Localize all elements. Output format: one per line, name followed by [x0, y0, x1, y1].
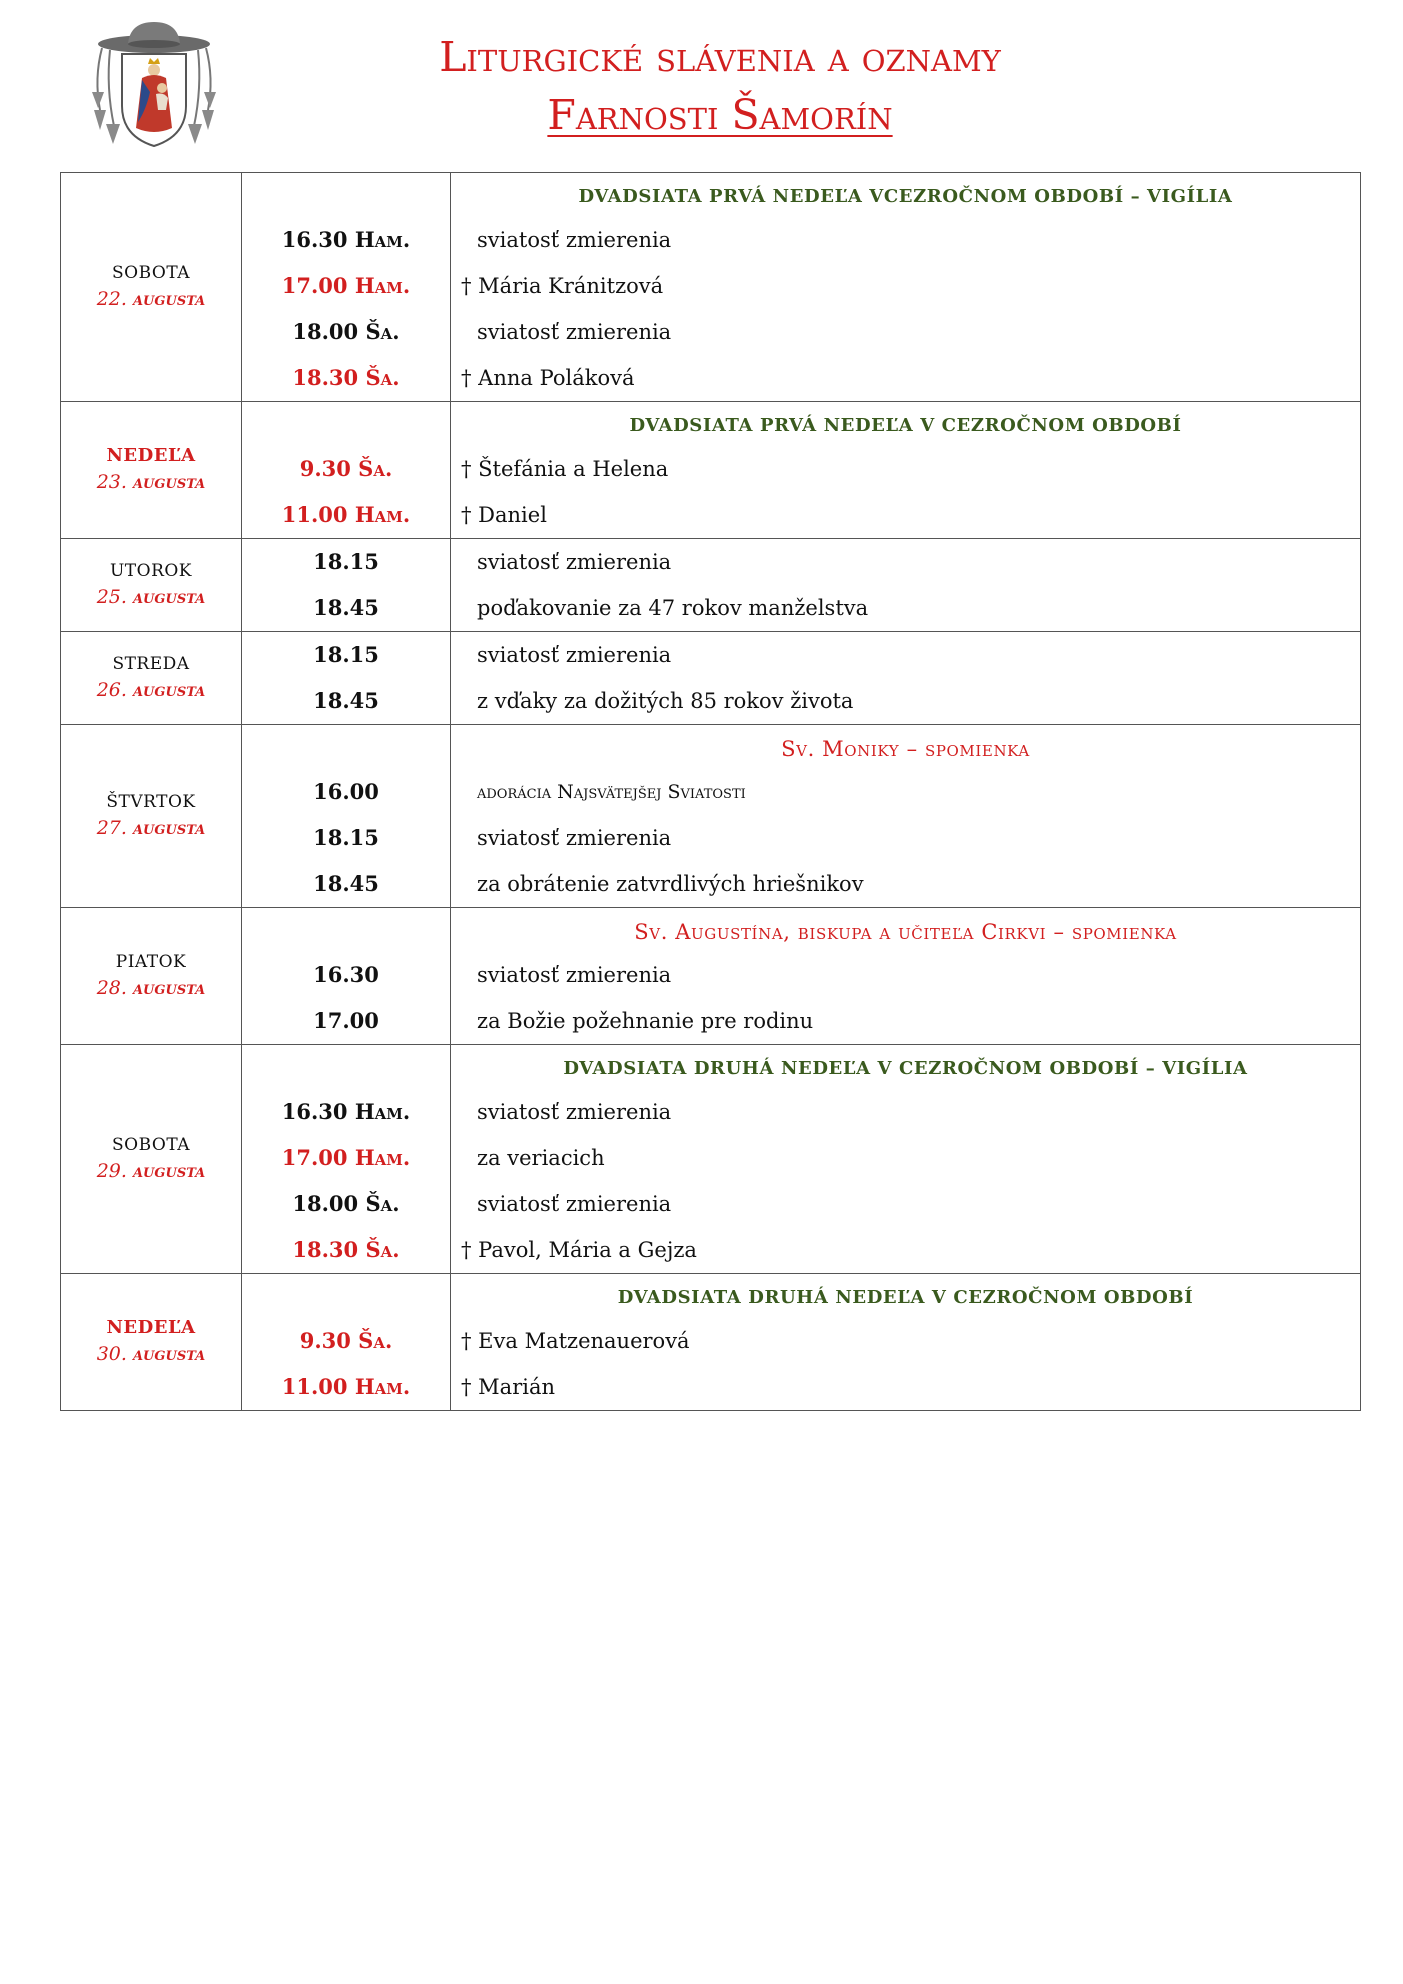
- day-name: STREDA: [112, 653, 190, 674]
- event-entry: za veriacich: [477, 1146, 605, 1170]
- event-entry: † Eva Matzenauerová: [461, 1329, 690, 1353]
- event-entry: sviatosť zmierenia: [477, 963, 672, 987]
- day-name: ŠTVRTOK: [106, 791, 196, 812]
- day-name: UTOROK: [109, 560, 193, 581]
- feast-title: DVADSIATA PRVÁ NEDEĽA VCEZROČNOM OBDOBÍ – VIGÍLIA: [578, 186, 1233, 207]
- day-cell: [61, 725, 242, 908]
- time-entry: 18.15: [313, 642, 379, 667]
- day-date: 29. augusta: [96, 1159, 206, 1182]
- day-name: NEDEĽA: [106, 1316, 196, 1338]
- event-entry: † Marián: [461, 1375, 555, 1399]
- day-name: PIATOK: [115, 951, 187, 972]
- event-cell: [451, 725, 1361, 908]
- time-entry: 17.00 Ham.: [281, 273, 411, 298]
- event-entry: za Božie požehnanie pre rodinu: [477, 1009, 814, 1033]
- time-entry: 18.15: [313, 549, 379, 574]
- event-entry: † Anna Poláková: [461, 366, 635, 390]
- parish-coat-of-arms-icon: [84, 18, 224, 158]
- feast-title: DVADSIATA DRUHÁ NEDEĽA V CEZROČNOM OBDOBÍ: [617, 1287, 1194, 1308]
- time-cell: [242, 539, 451, 632]
- day-name: NEDEĽA: [106, 444, 196, 466]
- time-entry: 17.00 Ham.: [281, 1145, 411, 1170]
- time-cell: [242, 908, 451, 1045]
- day-cell: [61, 632, 242, 725]
- feast-title: DVADSIATA DRUHÁ NEDEĽA V CEZROČNOM OBDOBÍ – VIGÍLIA: [563, 1058, 1248, 1079]
- feast-title: Sv. Moniky – spomienka: [781, 737, 1030, 761]
- day-cell: [61, 1274, 242, 1411]
- schedule-row: [61, 725, 1361, 908]
- time-cell: [242, 402, 451, 539]
- event-entry: sviatosť zmierenia: [477, 826, 672, 850]
- event-entry: † Daniel: [461, 503, 547, 527]
- time-cell: [242, 725, 451, 908]
- day-date: 30. augusta: [96, 1342, 206, 1365]
- time-entry: 16.00: [313, 779, 379, 804]
- schedule-row: [61, 1274, 1361, 1411]
- event-cell: [451, 1274, 1361, 1411]
- event-cell: [451, 632, 1361, 725]
- time-cell: [242, 1045, 451, 1274]
- time-entry: 11.00 Ham.: [281, 1374, 411, 1399]
- day-cell: [61, 908, 242, 1045]
- event-cell: [451, 402, 1361, 539]
- event-entry: adorácia Najsvätejšej Sviatosti: [477, 781, 746, 803]
- event-entry: † Štefánia a Helena: [461, 457, 669, 481]
- time-entry: 18.45: [313, 688, 379, 713]
- day-date: 27. augusta: [96, 816, 206, 839]
- time-entry: 16.30: [313, 962, 379, 987]
- day-cell: [61, 402, 242, 539]
- time-entry: 18.30 Ša.: [292, 365, 400, 390]
- day-date: 25. augusta: [96, 585, 206, 608]
- title-line-2: Farnosti Šamorín: [547, 91, 893, 139]
- time-entry: 9.30 Ša.: [299, 456, 393, 481]
- day-cell: [61, 173, 242, 402]
- event-entry: sviatosť zmierenia: [477, 228, 672, 252]
- day-cell: [61, 1045, 242, 1274]
- time-entry: 18.30 Ša.: [292, 1237, 400, 1262]
- event-entry: sviatosť zmierenia: [477, 1100, 672, 1124]
- time-entry: 18.00 Ša.: [292, 319, 400, 344]
- time-entry: 11.00 Ham.: [281, 502, 411, 527]
- time-entry: 16.30 Ham.: [281, 227, 411, 252]
- event-cell: [451, 1045, 1361, 1274]
- day-date: 23. augusta: [96, 470, 206, 493]
- event-cell: [451, 539, 1361, 632]
- time-entry: 18.45: [313, 595, 379, 620]
- day-date: 26. augusta: [96, 678, 206, 701]
- time-entry: 18.15: [313, 825, 379, 850]
- day-name: SOBOTA: [111, 262, 190, 283]
- event-entry: z vďaky za dožitých 85 rokov života: [477, 689, 854, 713]
- event-entry: sviatosť zmierenia: [477, 320, 672, 344]
- event-entry: za obrátenie zatvrdlivých hriešnikov: [477, 872, 864, 896]
- schedule-row: [61, 908, 1361, 1045]
- event-entry: † Mária Kránitzová: [461, 274, 664, 298]
- day-date: 28. augusta: [96, 976, 206, 999]
- schedule-row: [61, 173, 1361, 402]
- schedule-row: [61, 1045, 1361, 1274]
- time-entry: 17.00: [313, 1008, 379, 1033]
- day-name: SOBOTA: [111, 1134, 190, 1155]
- feast-title: Sv. Augustína, biskupa a učiteľa Cirkvi – spomienka: [634, 920, 1177, 944]
- time-cell: [242, 173, 451, 402]
- time-cell: [242, 632, 451, 725]
- title-line-1: Liturgické slávenia a oznamy: [439, 33, 1001, 81]
- event-entry: sviatosť zmierenia: [477, 550, 672, 574]
- event-cell: [451, 908, 1361, 1045]
- event-entry: sviatosť zmierenia: [477, 643, 672, 667]
- event-entry: sviatosť zmierenia: [477, 1192, 672, 1216]
- time-entry: 9.30 Ša.: [299, 1328, 393, 1353]
- schedule-row: [61, 402, 1361, 539]
- time-cell: [242, 1274, 451, 1411]
- day-date: 22. augusta: [96, 287, 206, 310]
- time-entry: 18.45: [313, 871, 379, 896]
- event-cell: [451, 173, 1361, 402]
- event-entry: poďakovanie za 47 rokov manželstva: [477, 596, 869, 620]
- schedule-row: [61, 539, 1361, 632]
- day-cell: [61, 539, 242, 632]
- schedule-table: [60, 172, 1361, 1411]
- page-title: [300, 28, 1140, 144]
- event-entry: † Pavol, Mária a Gejza: [461, 1238, 697, 1262]
- schedule-row: [61, 632, 1361, 725]
- time-entry: 16.30 Ham.: [281, 1099, 411, 1124]
- feast-title: DVADSIATA PRVÁ NEDEĽA V CEZROČNOM OBDOBÍ: [629, 415, 1182, 436]
- time-entry: 18.00 Ša.: [292, 1191, 400, 1216]
